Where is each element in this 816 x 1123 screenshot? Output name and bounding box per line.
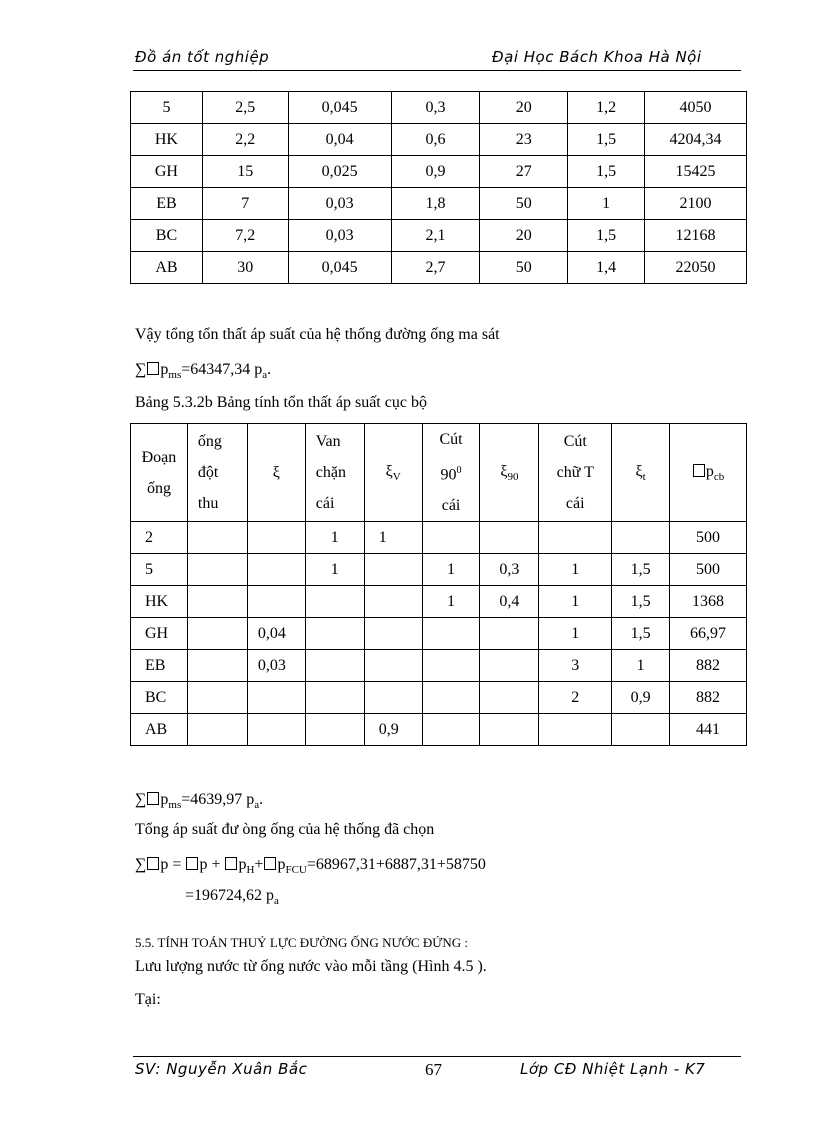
table-cell <box>247 554 305 586</box>
table-cell <box>247 586 305 618</box>
table-cell: 30 <box>202 252 288 284</box>
table-cell: 1 <box>539 586 612 618</box>
table2-header-row <box>131 424 747 522</box>
table-row <box>131 554 747 586</box>
table-cell: 2100 <box>645 188 747 220</box>
table-cell: 1 <box>612 650 670 682</box>
table-cell: 1,2 <box>568 92 645 124</box>
table-cell: 1,5 <box>612 586 670 618</box>
table-cell <box>187 714 247 746</box>
table-cell: 0,03 <box>247 650 305 682</box>
page-number: 67 <box>425 1060 442 1079</box>
table-cell <box>364 554 422 586</box>
table-cell: 2 <box>539 682 612 714</box>
table-cell: 1 <box>422 586 480 618</box>
table-cell <box>539 522 612 554</box>
table-cell <box>305 650 364 682</box>
table-cell <box>305 682 364 714</box>
table-cell: 22050 <box>645 252 747 284</box>
header-rule <box>133 70 741 71</box>
table-cell: 66,97 <box>670 618 747 650</box>
table-cell: 0,9 <box>391 156 480 188</box>
header-xi-90: $\xi_{90}$ <box>480 424 539 522</box>
table-cell: 2,5 <box>202 92 288 124</box>
table-cell: 27 <box>480 156 568 188</box>
table-cell: 2,2 <box>202 124 288 156</box>
table-cell: 2,1 <box>391 220 480 252</box>
table-cell: EB <box>131 188 203 220</box>
table-cell: 0,04 <box>247 618 305 650</box>
table-cell: 20 <box>480 220 568 252</box>
table-row <box>131 682 747 714</box>
table-row <box>131 618 747 650</box>
total-pressure-result: =196724,62 $p_a$ <box>185 887 279 907</box>
table-row <box>131 586 747 618</box>
table-row <box>131 650 747 682</box>
delta-symbol <box>147 792 159 805</box>
table2-caption: Bảng 5.3.2b Bảng tính tổn thất áp suất cục bộ <box>135 394 427 411</box>
table-cell: HK <box>131 586 188 618</box>
table-cell: 50 <box>480 252 568 284</box>
table-cell: 3 <box>539 650 612 682</box>
footer-rule <box>133 1056 741 1057</box>
table-cell: 1 <box>568 188 645 220</box>
header-delta-p-cb: $p_{cb}$ <box>670 424 747 522</box>
table-cell <box>364 618 422 650</box>
table-cell <box>612 714 670 746</box>
table-cell <box>187 650 247 682</box>
table-cell: 2 <box>131 522 188 554</box>
table-cell: GH <box>131 156 203 188</box>
header-cut-chu-t: Cút chữ T cái <box>539 424 612 522</box>
table-cell <box>422 714 480 746</box>
table-row <box>131 220 747 252</box>
table-cell: 1 <box>422 554 480 586</box>
table-cell: 15 <box>202 156 288 188</box>
table-cell: 1 <box>305 554 364 586</box>
table-cell <box>480 618 539 650</box>
table-cell: 0,3 <box>391 92 480 124</box>
table-cell <box>539 714 612 746</box>
table-row <box>131 156 747 188</box>
delta-symbol <box>147 857 159 870</box>
table-cell <box>364 682 422 714</box>
table-cell: 5 <box>131 554 188 586</box>
header-xi: ξ <box>247 424 305 522</box>
header-right: Đại Học Bách Khoa Hà Nội <box>492 48 702 66</box>
delta-symbol <box>693 464 705 477</box>
table-cell: AB <box>131 714 188 746</box>
table-cell: BC <box>131 682 188 714</box>
table-cell <box>187 554 247 586</box>
table-cell: 50 <box>480 188 568 220</box>
delta-symbol <box>186 857 198 870</box>
table-cell: 500 <box>670 522 747 554</box>
table-cell <box>480 522 539 554</box>
table-cell: 500 <box>670 554 747 586</box>
table-cell: AB <box>131 252 203 284</box>
table-cell: 441 <box>670 714 747 746</box>
table-cell: 2,7 <box>391 252 480 284</box>
table-cell <box>247 522 305 554</box>
delta-symbol <box>147 362 159 375</box>
table-cell: 0,025 <box>288 156 391 188</box>
table-cell <box>364 650 422 682</box>
table-cell: 1,5 <box>568 156 645 188</box>
table-cell <box>422 618 480 650</box>
table-row <box>131 188 747 220</box>
table-cell: 882 <box>670 682 747 714</box>
friction-loss-table <box>130 91 747 284</box>
table-cell <box>187 618 247 650</box>
table-cell: 0,04 <box>288 124 391 156</box>
total-pressure-formula: ∑ $p = p + p_H+ p_{FCU}=68967,31+6887,31+58750$ <box>135 856 486 876</box>
table-cell: BC <box>131 220 203 252</box>
table-cell: GH <box>131 618 188 650</box>
table-cell: 1 <box>305 522 364 554</box>
table-cell <box>422 650 480 682</box>
header-xi-t: $\xi_t$ <box>612 424 670 522</box>
table-cell: 20 <box>480 92 568 124</box>
table-cell: 0,03 <box>288 220 391 252</box>
summary-line: Vậy tổng tổn thất áp suất của hệ thống đường ống ma sát <box>135 326 500 343</box>
table-cell <box>187 586 247 618</box>
header-ong-dot-thu: ống đột thu <box>187 424 247 522</box>
header-doan-ong: Đoạn ống <box>131 424 188 522</box>
table-cell: 882 <box>670 650 747 682</box>
table-cell: 1,5 <box>568 124 645 156</box>
table-cell <box>187 522 247 554</box>
table-cell: 0,4 <box>480 586 539 618</box>
table-cell <box>305 618 364 650</box>
header-left: Đồ án tốt nghiệp <box>135 48 270 66</box>
header-cut-90: Cút $90^0$ cái <box>422 424 480 522</box>
table-cell: 1,4 <box>568 252 645 284</box>
header-van-chan: Van chặn cái <box>305 424 364 522</box>
section-title: 5.5. TÍNH TOÁN THUỶ LỰC ĐƯỜNG ỐNG NƯỚC ĐỨNG : <box>135 935 468 950</box>
table-cell <box>305 586 364 618</box>
table-cell: 0,045 <box>288 252 391 284</box>
table-cell: 1,5 <box>612 554 670 586</box>
table-cell: 1,5 <box>568 220 645 252</box>
table-cell <box>612 522 670 554</box>
table-cell: 5 <box>131 92 203 124</box>
table-cell: 7,2 <box>202 220 288 252</box>
tai-label: Tại: <box>135 991 161 1008</box>
footer-class: Lớp CĐ Nhiệt Lạnh - K7 <box>520 1060 706 1078</box>
table-row <box>131 252 747 284</box>
table-row <box>131 92 747 124</box>
table-cell: 1 <box>539 618 612 650</box>
table-cell: 0,6 <box>391 124 480 156</box>
table-cell: EB <box>131 650 188 682</box>
total-pressure-line: Tổng áp suất đư òng ống của hệ thống đã chọn <box>135 821 435 838</box>
table-cell: 0,03 <box>288 188 391 220</box>
table-cell: 4204,34 <box>645 124 747 156</box>
flow-description: Lưu lượng nước từ ống nước vào mỗi tầng (Hình 4.5 ). <box>135 958 487 975</box>
delta-symbol <box>225 857 237 870</box>
table-cell <box>364 586 422 618</box>
table-cell: 1,5 <box>612 618 670 650</box>
table-row <box>131 522 747 554</box>
table-cell: 4050 <box>645 92 747 124</box>
header-xi-v: $\xi_V$ <box>364 424 422 522</box>
table-cell <box>305 714 364 746</box>
local-loss-table <box>130 423 747 746</box>
table-cell: 1 <box>364 522 422 554</box>
table-cell <box>422 682 480 714</box>
table-cell: 12168 <box>645 220 747 252</box>
table-cell: 0,3 <box>480 554 539 586</box>
table-cell: 23 <box>480 124 568 156</box>
table-cell <box>422 522 480 554</box>
table-cell: 0,9 <box>612 682 670 714</box>
table-cell: 1 <box>539 554 612 586</box>
table-cell <box>247 714 305 746</box>
table-cell: HK <box>131 124 203 156</box>
table-cell <box>480 650 539 682</box>
footer-student: SV: Nguyễn Xuân Bắc <box>135 1060 308 1078</box>
table-cell: 1,8 <box>391 188 480 220</box>
table-row <box>131 714 747 746</box>
table-cell: 1368 <box>670 586 747 618</box>
table-cell <box>480 682 539 714</box>
friction-total-formula: ∑ $p_{ms}=64347,34$ $p_a$. <box>135 361 272 381</box>
delta-symbol <box>264 857 276 870</box>
table-cell: 7 <box>202 188 288 220</box>
local-total-formula: ∑ $p_{ms}=4639,97$ $p_a$. <box>135 791 264 811</box>
table-cell: 15425 <box>645 156 747 188</box>
table-cell <box>247 682 305 714</box>
table-cell <box>480 714 539 746</box>
table-cell: 0,045 <box>288 92 391 124</box>
table-row <box>131 124 747 156</box>
table-cell <box>187 682 247 714</box>
table-cell: 0,9 <box>364 714 422 746</box>
